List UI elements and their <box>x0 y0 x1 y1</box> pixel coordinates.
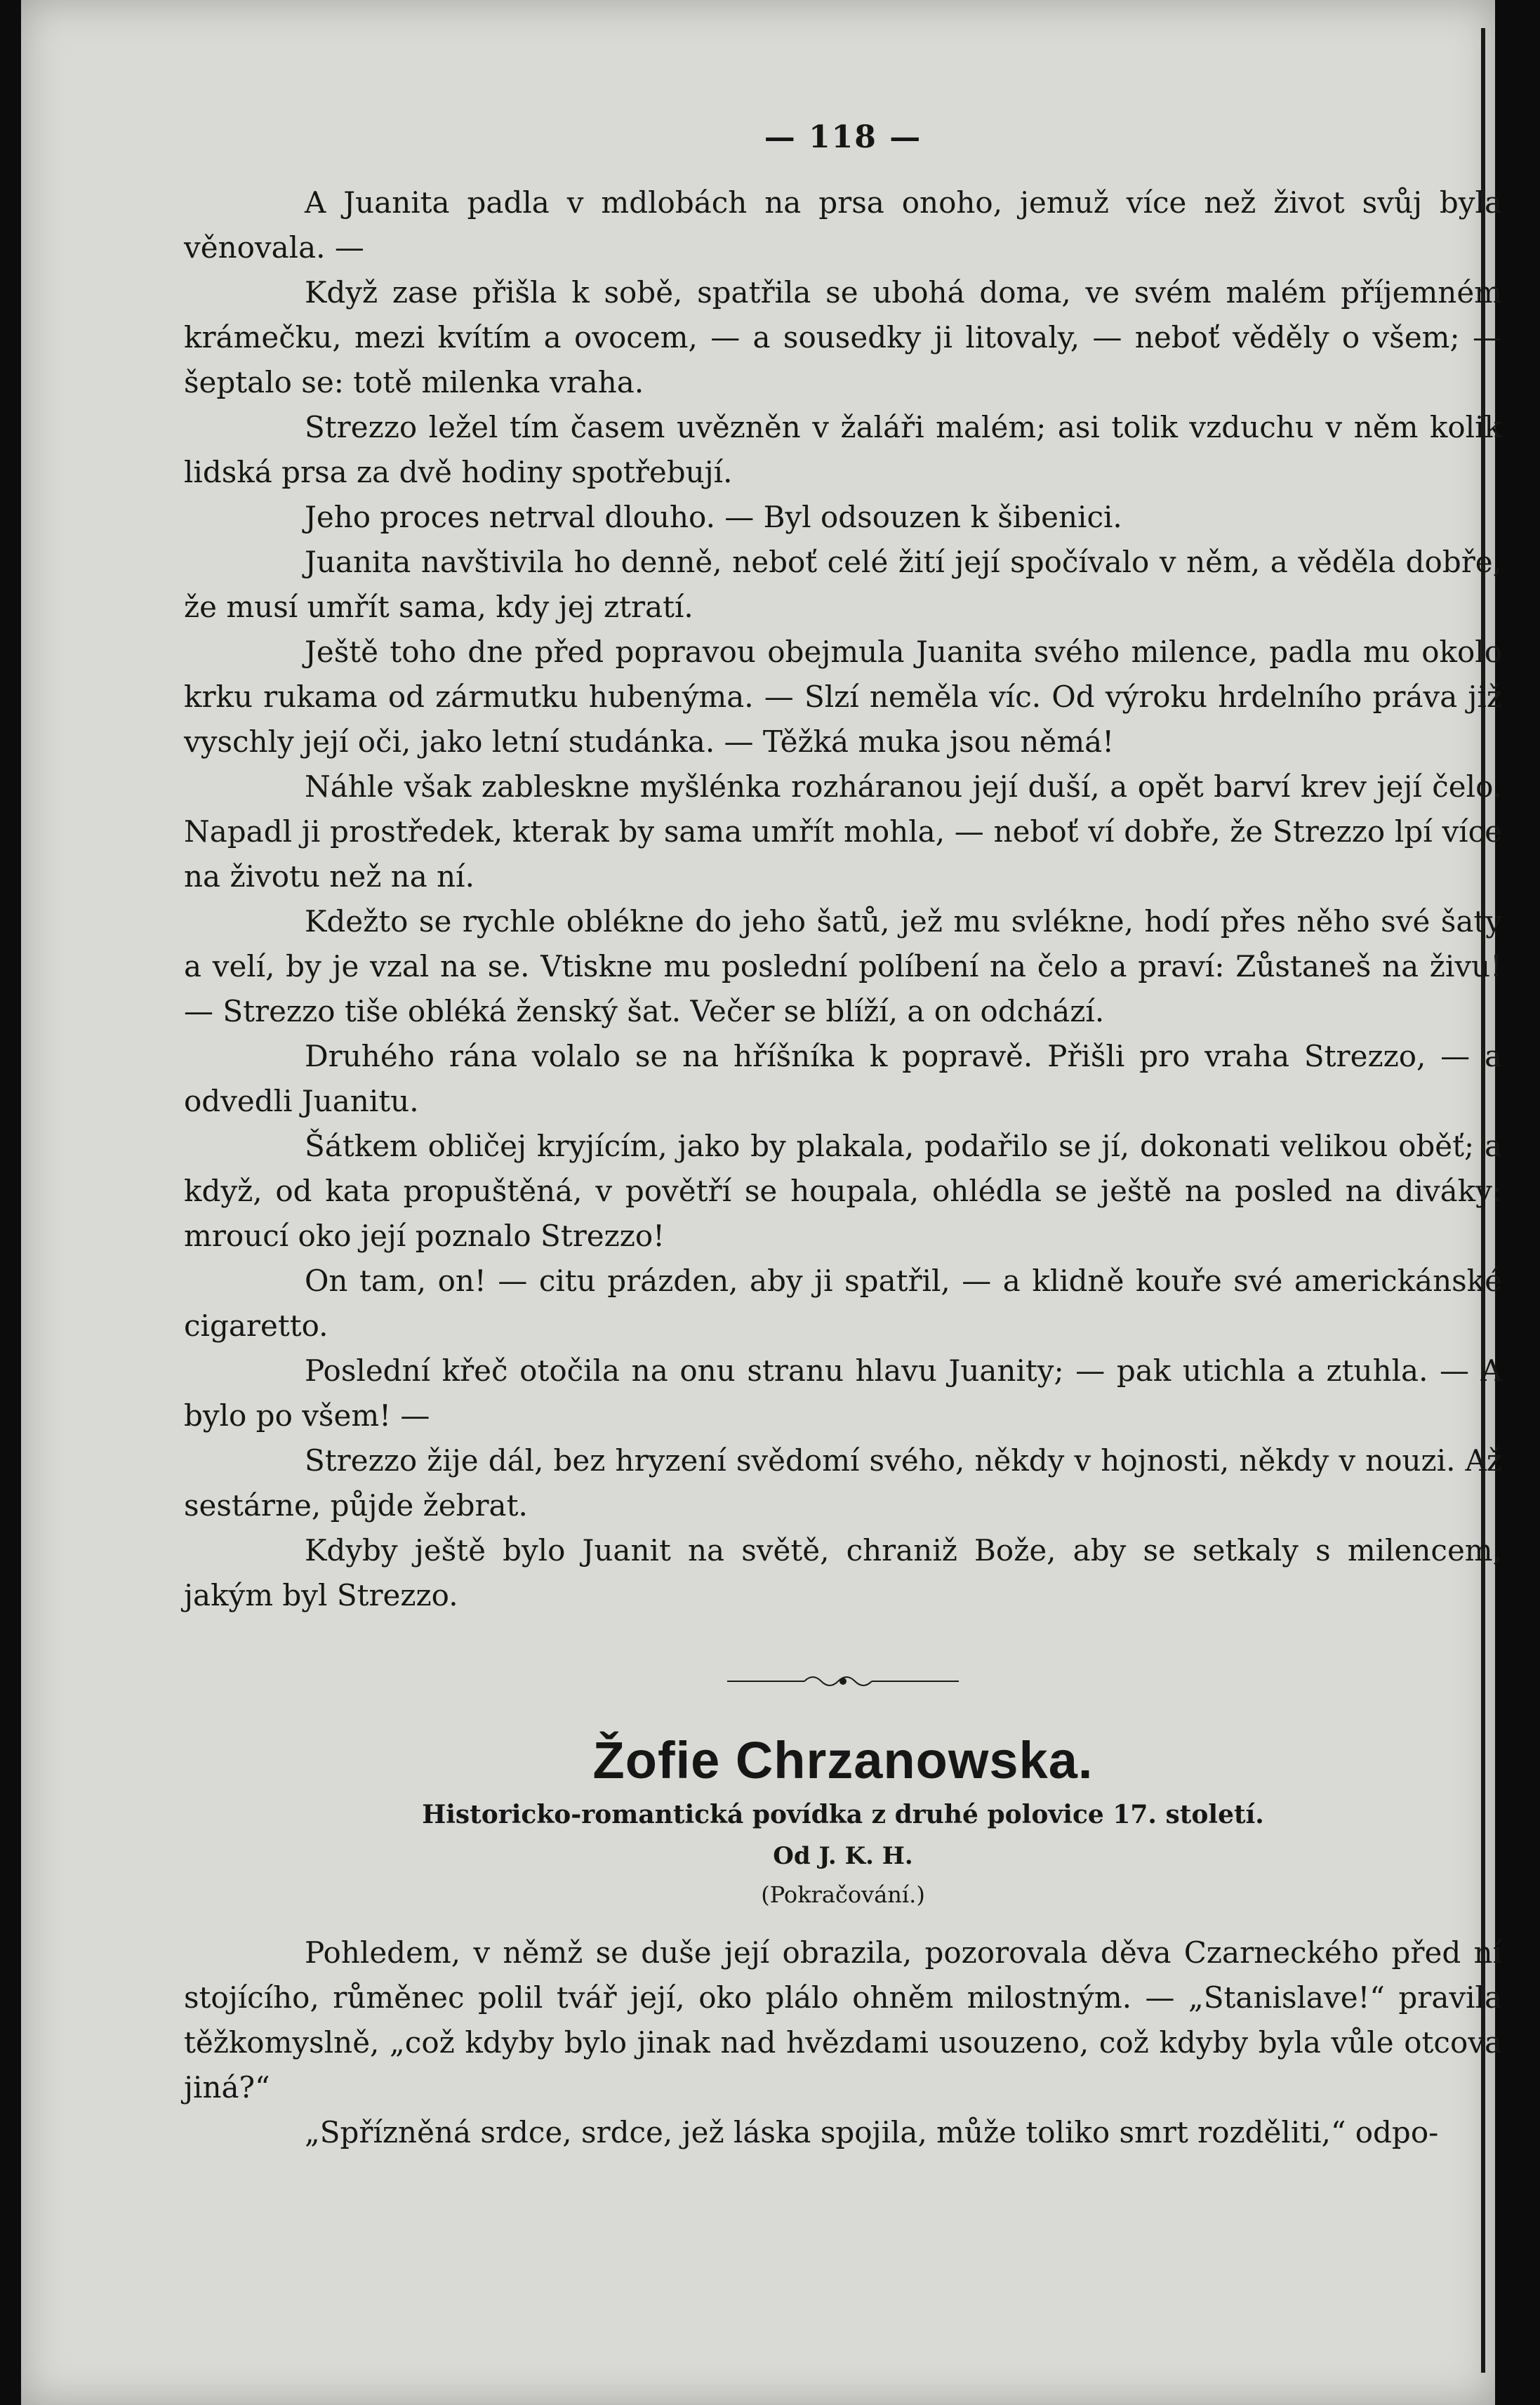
paragraph: Ještě toho dne před popravou obejmula Juanita svého milence, padla mu okolo krku rukama od zármutku hubenýma. — Slzí neměla víc. Od výroku hrdelního práva již vyschly její oči, jako letní studánka. — Těžká muka jsou němá! <box>184 635 1502 759</box>
paragraph: Jeho proces netrval dlouho. — Byl odsouzen k šibenici. <box>305 500 1122 534</box>
paragraph: Pohledem, v němž se duše její obrazila, pozorovala děva Czarneckého před ní stojícího, růměnec polil tvář její, oko plálo ohněm milostným. — „Stanislave!“ pravila těžkomyslně, „což kdyby bylo jinak nad hvězdami usouzeno, což kdyby byla vůle otcova jiná?“ <box>184 1935 1502 2105</box>
paragraph: Náhle však zableskne myšlénka rozháranou její duší, a opět barví krev její čelo. Napadl ji prostředek, kterak by sama umřít mohla, — neboť ví dobře, že Strezzo lpí více na životu než na ní. <box>184 769 1502 894</box>
paragraph: Šátkem obličej kryjícím, jako by plakala, podařilo se jí, dokonati velikou oběť; a když, od kata propuštěná, v povětří se houpala, ohlédla se ještě na posled na diváky: mroucí oko její poznalo Strezzo! <box>184 1129 1502 1253</box>
paragraph: Juanita navštivila ho denně, neboť celé žití její spočívalo v něm, a věděla dobře, že musí umřít sama, kdy jej ztratí. <box>184 545 1502 624</box>
paragraph: Kdyby ještě bylo Juanit na světě, chraniž Bože, aby se setkaly s milencem, jakým byl Strezzo. <box>184 1533 1502 1612</box>
ornament-divider <box>727 1667 959 1695</box>
continued-note: (Pokračování.) <box>761 1881 925 1908</box>
paragraph: On tam, on! — citu prázden, aby ji spatřil, — a klidně kouře své americkánské cigaretto. <box>184 1264 1502 1343</box>
page-text <box>184 119 1502 2155</box>
paragraph: Kdežto se rychle oblékne do jeho šatů, jež mu svlékne, hodí přes něho své šaty a velí, by je vzal na se. Vtiskne mu poslední políbení na čelo a praví: Zůstaneš na živu! — Strezzo tiše obléká ženský šat. Večer se blíží, a on odchází. <box>184 904 1502 1028</box>
paragraph: Druhého rána volalo se na hříšníka k popravě. Přišli pro vraha Strezzo, — a odvedli Juanitu. <box>184 1039 1502 1118</box>
paragraph: Když zase přišla k sobě, spatřila se ubohá doma, ve svém malém příjemném krámečku, mezi kvítím a ovocem, — a sousedky ji litovaly, — neboť věděly o všem; — šeptalo se: totě milenka vraha. <box>184 275 1502 399</box>
paragraph: „Spřízněná srdce, srdce, jež láska spojila, může toliko smrt rozděliti,“ odpo- <box>305 2115 1439 2149</box>
paragraph: Strezzo žije dál, bez hryzení svědomí svého, někdy v hojnosti, někdy v nouzi. Až sestárne, půjde žebrat. <box>184 1443 1502 1523</box>
paragraph: Strezzo ležel tím časem uvězněn v žaláři malém; asi tolik vzduchu v něm kolik lidská prsa za dvě hodiny spotřebují. <box>184 410 1502 489</box>
story-byline: Od J. K. H. <box>773 1842 913 1870</box>
paragraph: A Juanita padla v mdlobách na prsa onoho, jemuž více než život svůj byla věnovala. — <box>184 185 1502 265</box>
page-number: — 118 — <box>764 119 922 155</box>
story-subtitle: Historicko-romantická povídka z druhé polovice 17. století. <box>422 1800 1264 1829</box>
book-page <box>21 0 1502 2405</box>
story-title: Žofie Chrzanowska. <box>592 1731 1094 1789</box>
paragraph: Poslední křeč otočila na onu stranu hlavu Juanity; — pak utichla a ztuhla. — A bylo po všem! — <box>184 1353 1502 1433</box>
